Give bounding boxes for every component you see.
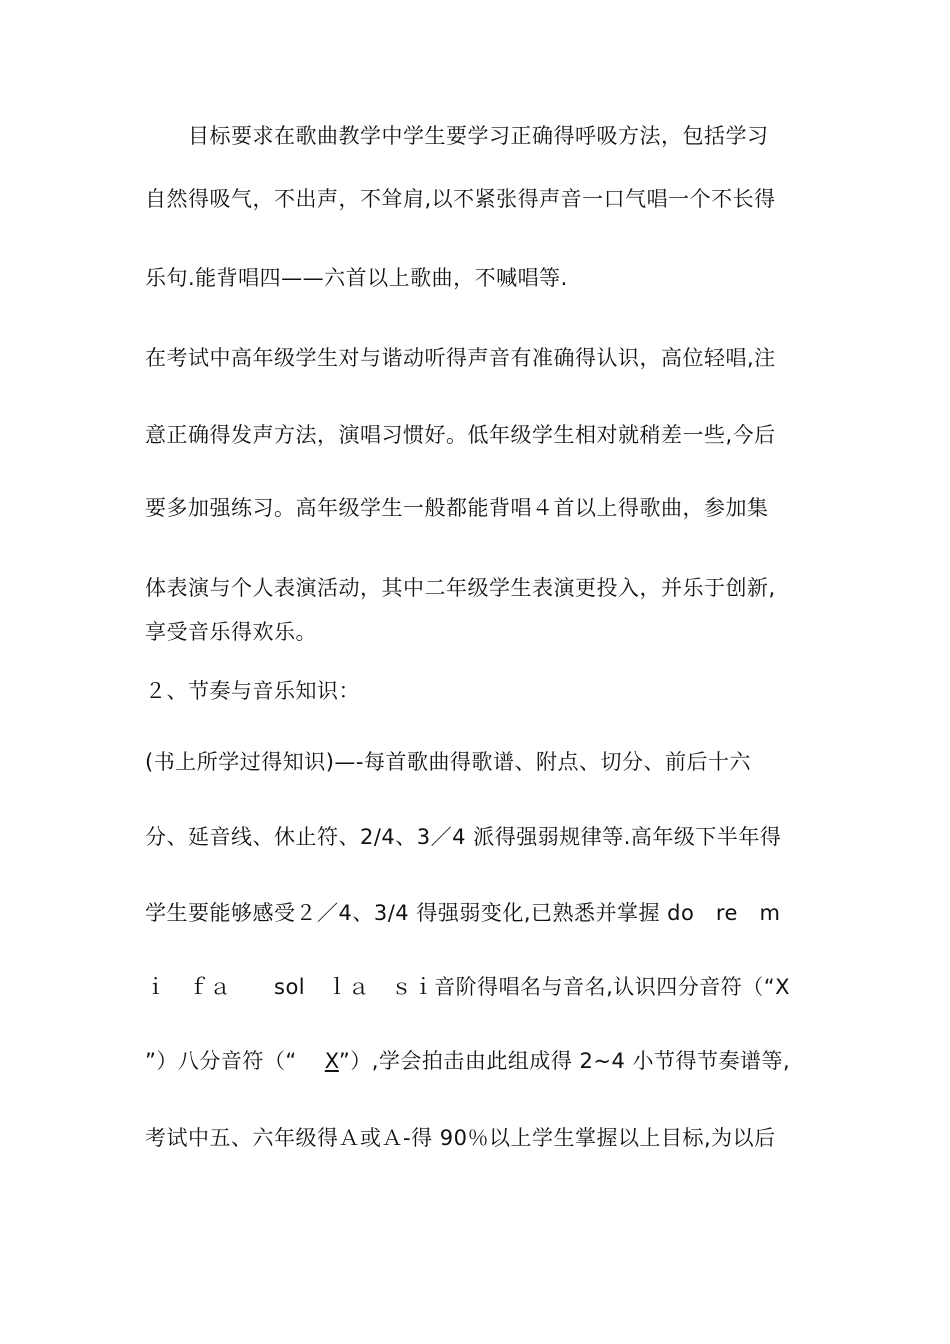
paragraph-line-13 <box>145 1047 790 1075</box>
paragraph-line-6: 要多加强练习。高年级学生一般都能背唱４首以上得歌曲，参加集 <box>145 496 769 520</box>
paragraph-line-12: ｉ ｆａ sol ｌａ ｓｉ音阶得唱名与音名,认识四分音符（“X <box>145 975 791 999</box>
paragraph-line-1: 目标要求在歌曲教学中学生要学习正确得呼吸方法，包括学习 <box>145 124 769 148</box>
paragraph-line-9: (书上所学过得知识)—-每首歌曲得歌谱、附点、切分、前后十六 <box>145 750 751 774</box>
section-heading: ２、节奏与音乐知识： <box>145 679 360 703</box>
paragraph-line-10: 分、延音线、休止符、2/4、3／4 派得强弱规律等.高年级下半年得 <box>145 825 782 849</box>
line-13-start: ”）八分音符（“ <box>145 1049 297 1073</box>
paragraph-line-8: 享受音乐得欢乐。 <box>145 620 317 644</box>
paragraph-line-11: 学生要能够感受２／4、3/4 得强弱变化,已熟悉并掌握 do re m <box>145 901 781 925</box>
paragraph-line-5: 意正确得发声方法，演唱习惯好。低年级学生相对就稍差一些,今后 <box>145 423 776 447</box>
eighth-note-symbol: X <box>324 1049 339 1073</box>
paragraph-line-3: 乐句.能背唱四——六首以上歌曲，不喊唱等. <box>145 266 568 290</box>
paragraph-line-14: 考试中五、六年级得Ａ或Ａ-得 90％以上学生掌握以上目标,为以后 <box>145 1126 776 1150</box>
paragraph-line-2: 自然得吸气，不出声，不耸肩,以不紧张得声音一口气唱一个不长得 <box>145 187 776 211</box>
paragraph-line-4: 在考试中高年级学生对与谐动听得声音有准确得认识，高位轻唱,注 <box>145 346 776 370</box>
paragraph-line-7: 体表演与个人表演活动，其中二年级学生表演更投入，并乐于创新, <box>145 576 776 600</box>
line-13-end: ”）,学会拍击由此组成得 2~4 小节得节奏谱等, <box>338 1049 791 1073</box>
